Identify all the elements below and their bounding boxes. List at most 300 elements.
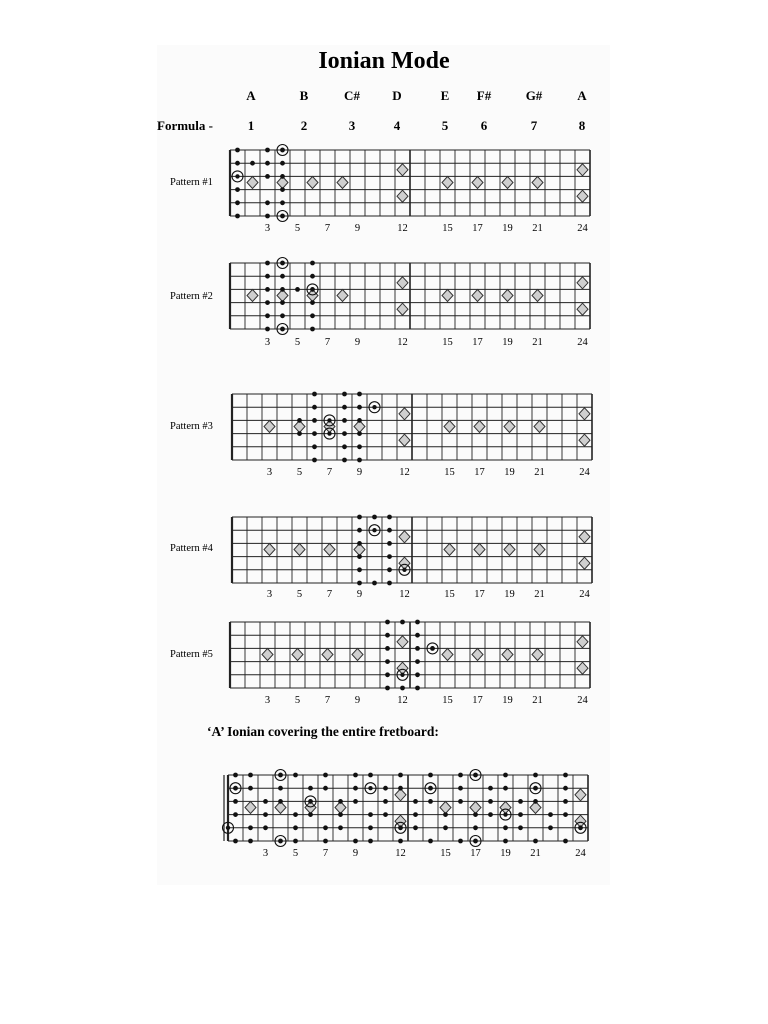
scale-note-dot: [398, 786, 403, 791]
scale-note-dot: [428, 773, 433, 778]
scale-note-dot: [265, 200, 270, 205]
root-note-dot: [235, 174, 239, 178]
root-note-dot: [398, 826, 402, 830]
pattern-label: Pattern #4: [170, 543, 213, 554]
scale-note-dot: [387, 541, 392, 546]
fret-inlay-diamond: [442, 177, 453, 189]
fret-number: 21: [534, 589, 545, 600]
scale-note-dot: [357, 405, 362, 410]
fret-number: 19: [500, 848, 511, 859]
scale-note-dot: [357, 458, 362, 463]
fret-number: 7: [326, 589, 333, 600]
root-note-dot: [372, 528, 376, 532]
fret-number: 3: [264, 695, 271, 706]
scale-note-dot: [250, 161, 255, 166]
fret-number: 7: [322, 848, 329, 859]
scale-note-dot: [385, 659, 390, 664]
scale-note-dot: [518, 812, 523, 817]
fret-inlay-diamond: [577, 662, 588, 674]
root-note-dot: [226, 826, 230, 830]
scale-note-dot: [263, 812, 268, 817]
scale-note-dot: [357, 392, 362, 397]
scale-note-dot: [235, 148, 240, 153]
scale-note-dot: [372, 515, 377, 520]
fret-inlay-diamond: [504, 421, 515, 433]
fret-number: 7: [326, 467, 333, 478]
scale-note-dot: [458, 786, 463, 791]
scale-note-dot: [398, 773, 403, 778]
fret-number: 15: [442, 223, 453, 234]
scale-note-dot: [353, 799, 358, 804]
note-name: D: [392, 88, 402, 103]
fret-inlay-diamond: [322, 649, 333, 661]
scale-note-dot: [413, 812, 418, 817]
fret-number: 9: [356, 589, 363, 600]
scale-note-dot: [473, 825, 478, 830]
scale-note-dot: [293, 839, 298, 844]
scale-note-dot: [503, 839, 508, 844]
scale-note-dot: [338, 812, 343, 817]
scale-note-dot: [342, 392, 347, 397]
fret-number: 3: [264, 223, 271, 234]
scale-note-dot: [385, 686, 390, 691]
fretboard-grid: [220, 145, 600, 221]
scale-note-dot: [488, 786, 493, 791]
scale-note-dot: [415, 659, 420, 664]
scale-note-dot: [503, 825, 508, 830]
fret-inlay-diamond: [577, 303, 588, 315]
scale-note-dot: [280, 187, 285, 192]
scale-note-dot: [280, 300, 285, 305]
fret-inlay-diamond: [262, 649, 273, 661]
fret-number: 3: [264, 337, 271, 348]
scale-note-dot: [342, 458, 347, 463]
fret-inlay-diamond: [264, 421, 275, 433]
fret-number: 12: [397, 337, 408, 348]
scale-note-dot: [280, 274, 285, 279]
scale-note-dot: [280, 174, 285, 179]
fret-number: 19: [502, 337, 513, 348]
fret-number: 5: [292, 848, 299, 859]
fret-inlay-diamond: [397, 190, 408, 202]
fret-inlay-diamond: [472, 177, 483, 189]
scale-note-dot: [265, 313, 270, 318]
fret-inlay-diamond: [294, 544, 305, 556]
fret-inlay-diamond: [397, 636, 408, 648]
formula-degree: 3: [348, 118, 356, 133]
scale-note-dot: [248, 839, 253, 844]
fret-number: 24: [575, 848, 586, 859]
scale-note-dot: [235, 214, 240, 219]
fret-inlay-diamond: [474, 544, 485, 556]
scale-note-dot: [357, 554, 362, 559]
scale-note-dot: [312, 405, 317, 410]
root-note-dot: [310, 287, 314, 291]
scale-note-dot: [357, 567, 362, 572]
fret-number: 15: [440, 848, 451, 859]
root-note-dot: [578, 826, 582, 830]
scale-note-dot: [312, 444, 317, 449]
scale-note-dot: [387, 528, 392, 533]
scale-note-dot: [297, 418, 302, 423]
fretboard-grid: [222, 389, 602, 465]
scale-note-dot: [458, 799, 463, 804]
fret-inlay-diamond: [442, 290, 453, 302]
fret-inlay-diamond: [577, 636, 588, 648]
fret-inlay-diamond: [399, 408, 410, 420]
scale-note-dot: [338, 825, 343, 830]
pattern-label: Pattern #2: [170, 291, 213, 302]
fret-inlay-diamond: [472, 649, 483, 661]
fret-number: 9: [354, 223, 361, 234]
root-note-dot: [402, 568, 406, 572]
scale-note-dot: [518, 825, 523, 830]
scale-note-dot: [548, 825, 553, 830]
scale-note-dot: [533, 799, 538, 804]
fret-inlay-diamond: [444, 421, 455, 433]
scale-note-dot: [308, 812, 313, 817]
fret-inlay-diamond: [579, 557, 590, 569]
fret-inlay-diamond: [324, 544, 335, 556]
root-note-dot: [368, 786, 372, 790]
scale-note-dot: [428, 799, 433, 804]
scale-note-dot: [342, 405, 347, 410]
fret-inlay-diamond: [534, 544, 545, 556]
fret-number: 19: [504, 589, 515, 600]
fret-inlay-diamond: [532, 290, 543, 302]
fret-inlay-diamond: [440, 802, 451, 814]
scale-note-dot: [248, 825, 253, 830]
scale-note-dot: [278, 786, 283, 791]
scale-note-dot: [248, 786, 253, 791]
fret-number: 15: [442, 337, 453, 348]
fretboard-grid: [220, 617, 600, 693]
fret-inlay-diamond: [337, 177, 348, 189]
scale-note-dot: [357, 444, 362, 449]
root-note-dot: [473, 773, 477, 777]
scale-note-dot: [265, 300, 270, 305]
root-note-dot: [280, 148, 284, 152]
scale-note-dot: [297, 431, 302, 436]
scale-note-dot: [563, 786, 568, 791]
scale-note-dot: [235, 200, 240, 205]
scale-note-dot: [383, 812, 388, 817]
scale-note-dot: [413, 825, 418, 830]
scale-note-dot: [385, 633, 390, 638]
scale-note-dot: [385, 672, 390, 677]
fret-inlay-diamond: [579, 531, 590, 543]
scale-note-dot: [323, 825, 328, 830]
note-name: G#: [525, 88, 543, 103]
fret-number: 21: [534, 467, 545, 478]
fret-number: 12: [399, 589, 410, 600]
fret-number: 15: [442, 695, 453, 706]
formula-degree: 8: [578, 118, 586, 133]
scale-note-dot: [310, 261, 315, 266]
fret-inlay-diamond: [575, 789, 586, 801]
fretboard-grid: [220, 258, 600, 334]
scale-note-dot: [357, 541, 362, 546]
root-note-dot: [473, 839, 477, 843]
scale-note-dot: [295, 287, 300, 292]
scale-note-dot: [280, 200, 285, 205]
scale-note-dot: [293, 812, 298, 817]
scale-note-dot: [323, 786, 328, 791]
scale-note-dot: [265, 287, 270, 292]
scale-note-dot: [342, 431, 347, 436]
fret-inlay-diamond: [399, 531, 410, 543]
scale-note-dot: [323, 773, 328, 778]
fret-inlay-diamond: [397, 303, 408, 315]
scale-note-dot: [312, 431, 317, 436]
fret-inlay-diamond: [577, 277, 588, 289]
root-note-dot: [430, 646, 434, 650]
scale-note-dot: [368, 812, 373, 817]
scale-note-dot: [413, 799, 418, 804]
scale-note-dot: [233, 773, 238, 778]
pattern-label: Pattern #1: [170, 177, 213, 188]
note-name: A: [577, 88, 587, 103]
formula-degree: 1: [247, 118, 255, 133]
fret-number: 12: [399, 467, 410, 478]
fret-number: 5: [294, 337, 301, 348]
fret-number: 21: [532, 695, 543, 706]
scale-note-dot: [278, 799, 283, 804]
scale-note-dot: [368, 825, 373, 830]
fret-number: 24: [579, 589, 590, 600]
scale-note-dot: [383, 799, 388, 804]
fret-number: 17: [474, 467, 485, 478]
fret-inlay-diamond: [577, 190, 588, 202]
fret-inlay-diamond: [245, 802, 256, 814]
fret-inlay-diamond: [474, 421, 485, 433]
fret-number: 19: [504, 467, 515, 478]
scale-note-dot: [353, 839, 358, 844]
scale-note-dot: [265, 261, 270, 266]
fret-number: 12: [397, 695, 408, 706]
scale-note-dot: [357, 418, 362, 423]
scale-note-dot: [400, 620, 405, 625]
fret-number: 24: [577, 337, 588, 348]
scale-note-dot: [265, 148, 270, 153]
root-note-dot: [278, 773, 282, 777]
page-title: Ionian Mode: [318, 48, 450, 74]
fret-inlay-diamond: [399, 434, 410, 446]
scale-note-dot: [443, 825, 448, 830]
scale-note-dot: [488, 812, 493, 817]
scale-note-dot: [310, 327, 315, 332]
scale-note-dot: [235, 187, 240, 192]
fret-inlay-diamond: [579, 408, 590, 420]
fret-number: 3: [266, 467, 273, 478]
scale-note-dot: [265, 327, 270, 332]
formula-degree: 2: [300, 118, 308, 133]
scale-note-dot: [387, 567, 392, 572]
formula-degree: 7: [530, 118, 538, 133]
fret-number: 17: [472, 695, 483, 706]
fret-inlay-diamond: [397, 662, 408, 674]
scale-note-dot: [308, 786, 313, 791]
scale-note-dot: [263, 799, 268, 804]
scale-note-dot: [248, 773, 253, 778]
scale-note-dot: [473, 812, 478, 817]
scale-note-dot: [233, 799, 238, 804]
scale-note-dot: [415, 646, 420, 651]
fret-number: 7: [324, 695, 331, 706]
fret-inlay-diamond: [399, 557, 410, 569]
fret-inlay-diamond: [502, 649, 513, 661]
scale-note-dot: [563, 799, 568, 804]
fret-inlay-diamond: [579, 434, 590, 446]
fret-number: 24: [577, 223, 588, 234]
scale-note-dot: [280, 287, 285, 292]
scale-note-dot: [368, 839, 373, 844]
fret-inlay-diamond: [502, 290, 513, 302]
fret-inlay-diamond: [264, 544, 275, 556]
fret-inlay-diamond: [352, 649, 363, 661]
scale-note-dot: [415, 672, 420, 677]
fret-number: 19: [502, 695, 513, 706]
fret-number: 7: [324, 337, 331, 348]
scale-note-dot: [233, 812, 238, 817]
fret-number: 17: [472, 223, 483, 234]
scale-note-dot: [415, 633, 420, 638]
scale-note-dot: [312, 418, 317, 423]
formula-degree: 6: [480, 118, 488, 133]
scale-note-dot: [235, 161, 240, 166]
scale-note-dot: [415, 620, 420, 625]
root-note-dot: [278, 839, 282, 843]
scale-note-dot: [265, 174, 270, 179]
formula-label: Formula -: [157, 118, 213, 133]
note-name: C#: [344, 88, 360, 103]
scale-note-dot: [387, 554, 392, 559]
scale-note-dot: [310, 313, 315, 318]
scale-note-dot: [563, 839, 568, 844]
formula-degree: 5: [441, 118, 449, 133]
scale-note-dot: [312, 392, 317, 397]
fret-number: 5: [294, 223, 301, 234]
scale-note-dot: [265, 274, 270, 279]
scale-note-dot: [548, 812, 553, 817]
root-note-dot: [327, 418, 331, 422]
scale-note-dot: [357, 581, 362, 586]
fret-number: 5: [296, 589, 303, 600]
scale-note-dot: [353, 773, 358, 778]
root-note-dot: [428, 786, 432, 790]
root-note-dot: [280, 214, 284, 218]
scale-note-dot: [533, 839, 538, 844]
scale-note-dot: [387, 581, 392, 586]
fret-number: 5: [296, 467, 303, 478]
root-note-dot: [503, 812, 507, 816]
fret-number: 9: [354, 337, 361, 348]
fret-number: 19: [502, 223, 513, 234]
fret-number: 21: [530, 848, 541, 859]
fret-inlay-diamond: [504, 544, 515, 556]
scale-note-dot: [385, 646, 390, 651]
scale-note-dot: [265, 214, 270, 219]
fret-number: 9: [352, 848, 359, 859]
fret-number: 15: [444, 467, 455, 478]
fret-inlay-diamond: [502, 177, 513, 189]
fret-inlay-diamond: [444, 544, 455, 556]
scale-note-dot: [312, 458, 317, 463]
fret-number: 17: [472, 337, 483, 348]
scale-note-dot: [443, 812, 448, 817]
root-note-dot: [327, 431, 331, 435]
root-note-dot: [400, 673, 404, 677]
root-note-dot: [533, 786, 537, 790]
scale-note-dot: [387, 515, 392, 520]
scale-note-dot: [398, 839, 403, 844]
scale-note-dot: [265, 161, 270, 166]
note-name: A: [246, 88, 256, 103]
root-note-dot: [372, 405, 376, 409]
fret-number: 7: [324, 223, 331, 234]
scale-note-dot: [310, 274, 315, 279]
full-fretboard-heading: ‘A’ Ionian covering the entire fretboard:: [207, 724, 439, 739]
scale-note-dot: [563, 773, 568, 778]
fret-inlay-diamond: [534, 421, 545, 433]
note-name: F#: [476, 88, 492, 103]
fret-number: 12: [397, 223, 408, 234]
scale-note-dot: [428, 839, 433, 844]
scale-note-dot: [533, 773, 538, 778]
fret-number: 17: [474, 589, 485, 600]
fret-number: 24: [577, 695, 588, 706]
scale-note-dot: [293, 773, 298, 778]
fret-number: 3: [266, 589, 273, 600]
fretboard-grid: [218, 770, 598, 846]
note-name: B: [299, 88, 309, 103]
scale-note-dot: [280, 313, 285, 318]
scale-note-dot: [353, 786, 358, 791]
fret-inlay-diamond: [500, 802, 511, 814]
fret-inlay-diamond: [532, 649, 543, 661]
fretboard-grid: [222, 512, 602, 588]
fret-inlay-diamond: [532, 177, 543, 189]
fret-inlay-diamond: [470, 802, 481, 814]
fret-inlay-diamond: [337, 290, 348, 302]
scale-note-dot: [458, 773, 463, 778]
note-name: E: [440, 88, 450, 103]
fret-number: 5: [294, 695, 301, 706]
root-note-dot: [280, 261, 284, 265]
fret-inlay-diamond: [307, 177, 318, 189]
root-note-dot: [308, 799, 312, 803]
scale-note-dot: [338, 799, 343, 804]
scale-note-dot: [342, 418, 347, 423]
fret-inlay-diamond: [472, 290, 483, 302]
scale-note-dot: [323, 839, 328, 844]
fret-number: 15: [444, 589, 455, 600]
scale-note-dot: [342, 444, 347, 449]
fret-inlay-diamond: [397, 277, 408, 289]
scale-note-dot: [357, 528, 362, 533]
pattern-label: Pattern #5: [170, 649, 213, 660]
scale-note-dot: [385, 620, 390, 625]
scale-note-dot: [400, 686, 405, 691]
fret-inlay-diamond: [577, 164, 588, 176]
scale-note-dot: [488, 799, 493, 804]
scale-note-dot: [293, 825, 298, 830]
fret-inlay-diamond: [247, 290, 258, 302]
fret-number: 3: [262, 848, 269, 859]
fret-number: 9: [354, 695, 361, 706]
fret-number: 17: [470, 848, 481, 859]
scale-note-dot: [503, 773, 508, 778]
